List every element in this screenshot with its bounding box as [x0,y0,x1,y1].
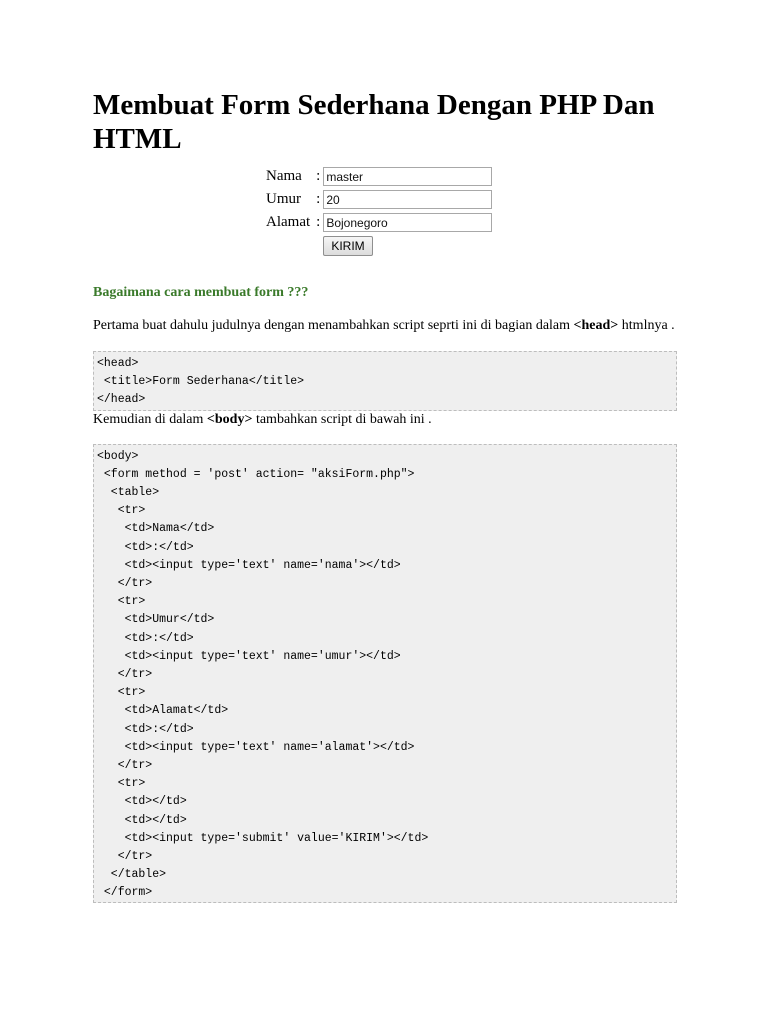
nama-input[interactable] [323,167,492,186]
paragraph-text: tambahkan script di bawah ini . [252,411,432,427]
form-row-submit [266,234,492,257]
paragraph-body-instruction [93,411,677,429]
form-row-nama [266,165,492,188]
form-label-nama: Nama [266,168,302,184]
section-subheading: Bagaimana cara membuat form ??? [93,285,309,300]
form-separator: : [316,191,321,207]
form-row-umur [266,188,492,211]
form-separator: : [316,168,321,184]
code-block-body: <body> <form method = 'post' action= "aksiForm.php"> <table> <tr> <td>Nama</td> <td>:</td> <td><input type='text' name='nama'></td> </tr> <tr> <td>Umur</td> <td>:</td> <td><input type='text' name='umur'></td> </tr> <tr> <td>Alamat</td> <td>:</td> <td><input type='text' name='alamat'></td> </tr> <tr> <td></td> <td></td> <td><input type='submit' value='KIRIM'></td> </tr> </table> </form> [93,444,677,903]
page-title: Membuat Form Sederhana Dengan PHP Dan HTML [93,89,655,155]
form-separator: : [316,214,321,230]
demo-form [266,165,492,257]
paragraph-text: htmlnya . [618,318,675,333]
code-block-head: <head> <title>Form Sederhana</title> </head> [93,351,677,411]
head-tag-bold: <head> [573,318,619,333]
paragraph-text: Pertama buat dahulu judulnya dengan menambahkan script seprti ini di bagian dalam [93,318,574,333]
kirim-button[interactable]: KIRIM [323,236,372,256]
paragraph-text: Kemudian di dalam [93,411,207,427]
document-page [93,88,677,903]
form-label-alamat: Alamat [266,214,311,230]
paragraph-head-instruction [93,317,677,335]
form-row-alamat [266,211,492,234]
alamat-input[interactable] [323,213,492,232]
form-label-umur: Umur [266,191,301,207]
body-tag-bold: <body> [206,411,253,427]
umur-input[interactable] [323,190,492,209]
